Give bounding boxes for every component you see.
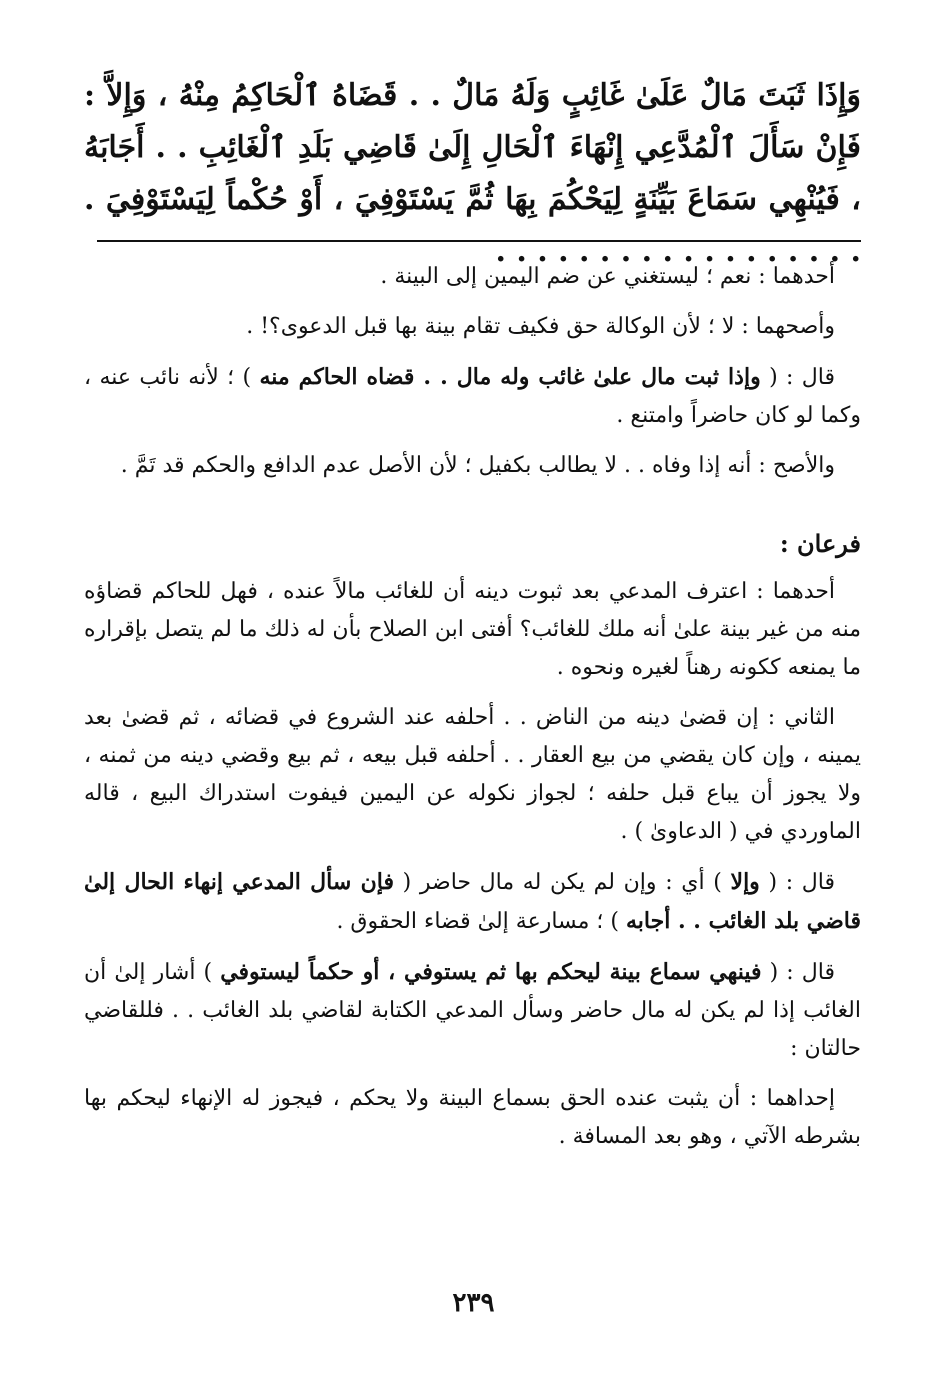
commentary-paragraph-3 <box>84 358 861 435</box>
page-number: ٢٣٩ <box>452 1288 495 1318</box>
quoted-matn: وإلا <box>730 869 760 895</box>
commentary-paragraph-8 <box>84 953 861 1068</box>
text-span: قال : ( <box>761 960 835 985</box>
commentary-paragraph-9: إحداهما : أن يثبت عنده الحق بسماع البينة ولا يحكم ، فيجوز له الإنهاء ليحكم بها بشرطه الآتي ، وهو بعد المسافة . <box>84 1086 861 1149</box>
text-span: قال : ( <box>760 365 836 390</box>
text-span: ) أشار إلىٰ أن الغائب إذا لم يكن له مال حاضر وسأل المدعي الكتابة لقاضي بلد الغائب . . فللقاضي حالتان : <box>84 960 861 1061</box>
section-heading: فرعان : <box>779 529 861 558</box>
quoted-matn: فينهي سماع بينة ليحكم بها ثم يستوفي ، أو حكماً ليستوفي <box>220 959 762 985</box>
commentary-block <box>84 258 861 1168</box>
text-span: ) ؛ لأنه نائب عنه ، وكما لو كان حاضراً وامتنع . <box>84 365 861 428</box>
quoted-matn: وإذا ثبت مال علىٰ غائب وله مال . . قضاه الحاكم منه <box>259 364 761 390</box>
text-span: ) ؛ مسارعة إلىٰ قضاء الحقوق . <box>336 909 626 934</box>
separator-rule <box>97 240 861 242</box>
commentary-paragraph-1: أحدهما : نعم ؛ ليستغني عن ضم اليمين إلى البينة . <box>380 264 835 289</box>
text-span: ) أي : وإن لم يكن له مال حاضر ( <box>393 870 731 895</box>
commentary-paragraph-7 <box>84 863 861 941</box>
commentary-paragraph-2: وأصحهما : لا ؛ لأن الوكالة حق فكيف تقام بينة بها قبل الدعوى؟! . <box>246 314 835 339</box>
commentary-paragraph-4: والأصح : أنه إذا وفاه . . لا يطالب بكفيل ؛ لأن الأصل عدم الدافع والحكم قد تَمَّ . <box>120 453 835 478</box>
commentary-paragraph-6: الثاني : إن قضىٰ دينه من الناض . . أحلفه عند الشروع في قضائه ، ثم قضىٰ بعد يمينه ، وإن كان يقضي من بيع العقار . . أحلفه قبل بيعه ، ثم بيع وقضي دينه من ثمنه ، ولا يجوز أن يباع قبل حلفه ؛ لجواز نكوله عن اليمين فيفوت استدراك البيع ، قاله الماوردي في ( الدعاوىٰ ) . <box>84 705 861 844</box>
quoted-matn: فإن سأل المدعي إنهاء الحال إلىٰ قاضي بلد الغائب . . أجابه <box>84 869 861 934</box>
commentary-paragraph-5: أحدهما : اعترف المدعي بعد ثبوت دينه أن للغائب مالاً عنده ، فهل للحاكم قضاؤه منه من غير بينة علىٰ أنه ملك للغائب؟ أفتى ابن الصلاح بأن له ذلك ما لم يتصل بإقراره ما يمنعه ككونه رهناً لغيره ونحوه . <box>84 579 861 680</box>
matn-text-block <box>84 70 861 278</box>
text-span: قال : ( <box>759 870 835 895</box>
matn-paragraph: وَإِذَا ثَبَتَ مَالٌ عَلَىٰ غَائِبٍ وَلَهُ مَالٌ . . قَضَاهُ ٱلْحَاكِمُ مِنْهُ ، وَإِلاَّ : فَإِنْ سَأَلَ ٱلْمُدَّعِي إِنْهَاءَ ٱلْحَالِ إِلَىٰ قَاضِي بَلَدِ ٱلْغَائِبِ . . أَجَابَهُ ، فَيُنْهِي سَمَاعَ بَيِّنَةٍ لِيَحْكُمَ بِهَا ثُمَّ يَسْتَوْفِيَ ، أَوْ حُكْماً لِيَسْتَوْفِيَ . . . . . . . . . . . . . . . . . . . <box>84 78 861 269</box>
